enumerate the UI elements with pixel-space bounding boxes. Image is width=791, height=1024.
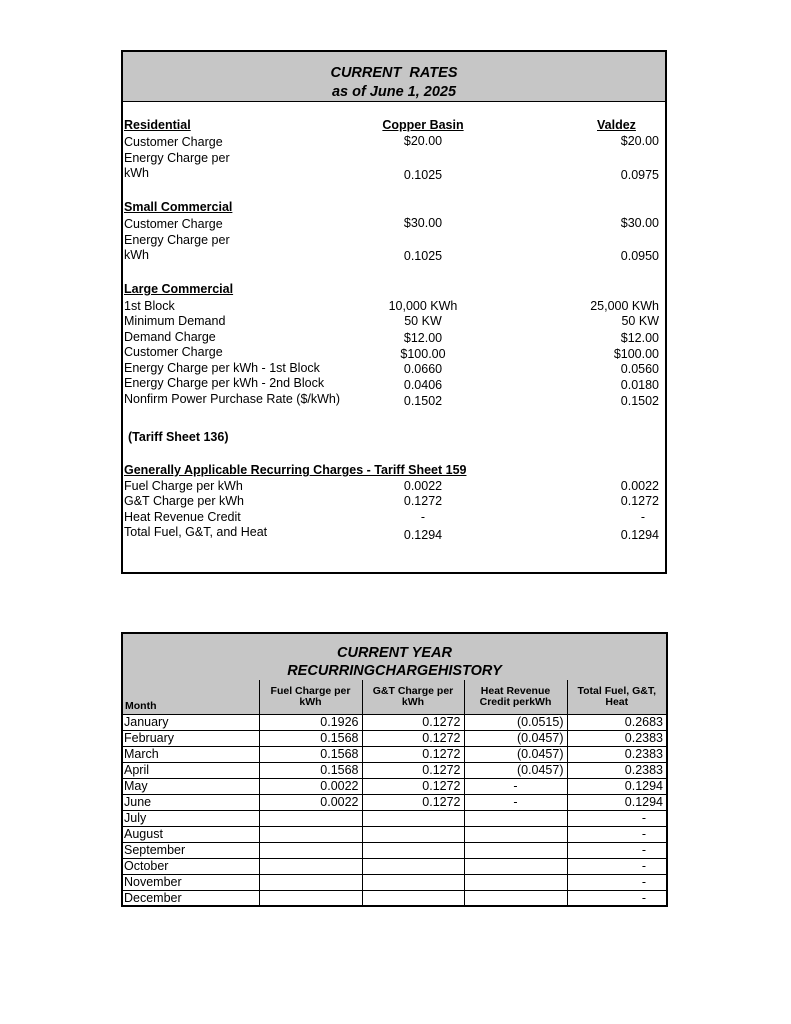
lc-row-cb: 0.0660	[403, 362, 443, 376]
small-commercial-customer-charge-label: Customer Charge	[124, 217, 223, 231]
small-commercial-energy-valdez: 0.0950	[620, 249, 659, 263]
lc-row-label: 1st Block	[124, 299, 175, 313]
gt-cell: 0.1272	[362, 731, 464, 747]
total-cell: -	[567, 875, 666, 891]
table-row	[123, 891, 666, 907]
table-row	[123, 763, 666, 779]
history-title-line2: RECURRINGCHARGEHISTORY	[287, 663, 502, 679]
heat-cell	[464, 843, 567, 859]
table-row	[123, 795, 666, 811]
lc-row-valdez: 0.0560	[620, 362, 659, 376]
month-cell: August	[123, 827, 259, 843]
column-header-heat: Heat Revenue Credit perkWh	[464, 680, 567, 715]
lc-row-valdez: 0.1502	[620, 394, 659, 408]
month-cell: January	[123, 715, 259, 731]
recurring-row-cb: 0.0022	[403, 479, 443, 493]
lc-row-label: Demand Charge	[124, 330, 216, 344]
gt-cell: 0.1272	[362, 763, 464, 779]
rates-header	[123, 52, 665, 102]
history-table	[123, 680, 666, 906]
recurring-charge-history-panel	[121, 632, 668, 907]
heat-cell	[464, 891, 567, 907]
gt-cell	[362, 843, 464, 859]
month-cell: April	[123, 763, 259, 779]
recurring-row-cb: 0.1272	[403, 494, 443, 508]
gt-cell	[362, 859, 464, 875]
lc-row-valdez: 0.0180	[620, 378, 659, 392]
total-cell: 0.2683	[567, 715, 666, 731]
recurring-row-valdez: -	[640, 510, 645, 524]
total-cell: -	[567, 859, 666, 875]
month-cell: November	[123, 875, 259, 891]
gt-cell: 0.1272	[362, 715, 464, 731]
month-cell: October	[123, 859, 259, 875]
lc-row-cb: $12.00	[403, 331, 443, 345]
month-cell: December	[123, 891, 259, 907]
lc-row-cb: 0.1502	[403, 394, 443, 408]
fuel-cell	[259, 891, 362, 907]
fuel-cell: 0.1926	[259, 715, 362, 731]
lc-row-valdez: 50 KW	[621, 314, 659, 328]
gt-cell	[362, 891, 464, 907]
column-header-month: Month	[123, 680, 259, 715]
recurring-row-label: Fuel Charge per kWh	[124, 479, 243, 493]
month-cell: September	[123, 843, 259, 859]
history-title	[123, 634, 666, 680]
fuel-cell: 0.0022	[259, 779, 362, 795]
copper-basin-column-header: Copper Basin	[382, 118, 464, 132]
table-row	[123, 779, 666, 795]
heat-cell: (0.0457)	[464, 747, 567, 763]
small-commercial-customer-charge-valdez: $30.00	[620, 216, 659, 230]
lc-row-cb: $100.00	[400, 347, 446, 361]
fuel-cell: 0.0022	[259, 795, 362, 811]
total-cell: 0.1294	[567, 779, 666, 795]
total-cell: -	[567, 827, 666, 843]
gt-cell	[362, 811, 464, 827]
residential-energy-label-line2: kWh	[124, 166, 149, 180]
month-cell: February	[123, 731, 259, 747]
total-cell: 0.2383	[567, 763, 666, 779]
residential-energy-valdez: 0.0975	[620, 168, 659, 182]
gt-cell: 0.1272	[362, 779, 464, 795]
heat-cell: -	[464, 779, 567, 795]
heat-cell	[464, 875, 567, 891]
table-row	[123, 827, 666, 843]
lc-row-valdez: 25,000 KWh	[590, 299, 659, 313]
lc-row-label: Nonfirm Power Purchase Rate ($/kWh)	[124, 392, 341, 406]
lc-row-label: Energy Charge per kWh - 2nd Block	[124, 376, 325, 390]
month-cell: May	[123, 779, 259, 795]
small-commercial-customer-charge-cb: $30.00	[403, 216, 443, 230]
recurring-row-valdez: 0.1272	[620, 494, 659, 508]
lc-row-valdez: $12.00	[620, 331, 659, 345]
table-row	[123, 859, 666, 875]
recurring-row-label: G&T Charge per kWh	[124, 494, 244, 508]
month-cell: June	[123, 795, 259, 811]
total-cell: 0.1294	[567, 795, 666, 811]
lc-row-valdez: $100.00	[613, 347, 659, 361]
recurring-row-cb: -	[420, 510, 426, 524]
lc-row-cb: 50 KW	[404, 314, 442, 328]
small-commercial-heading: Small Commercial	[124, 200, 233, 214]
lc-row-label: Minimum Demand	[124, 314, 226, 328]
month-cell: March	[123, 747, 259, 763]
small-commercial-energy-cb: 0.1025	[403, 249, 443, 263]
table-row	[123, 731, 666, 747]
total-cell: -	[567, 811, 666, 827]
small-commercial-energy-label-line2: kWh	[124, 248, 149, 262]
fuel-cell	[259, 843, 362, 859]
heat-cell: (0.0457)	[464, 731, 567, 747]
total-cell: -	[567, 891, 666, 907]
table-row	[123, 747, 666, 763]
total-cell: 0.2383	[567, 747, 666, 763]
recurring-row-label: Total Fuel, G&T, and Heat	[124, 525, 268, 539]
heat-cell: (0.0515)	[464, 715, 567, 731]
fuel-cell: 0.1568	[259, 731, 362, 747]
heat-cell: (0.0457)	[464, 763, 567, 779]
residential-customer-charge-cb: $20.00	[403, 134, 443, 148]
fuel-cell	[259, 827, 362, 843]
table-row	[123, 811, 666, 827]
history-header-row	[123, 680, 666, 715]
fuel-cell: 0.1568	[259, 747, 362, 763]
gt-cell	[362, 827, 464, 843]
gt-cell: 0.1272	[362, 795, 464, 811]
month-cell: July	[123, 811, 259, 827]
total-cell: 0.2383	[567, 731, 666, 747]
heat-cell	[464, 811, 567, 827]
recurring-charges-heading: Generally Applicable Recurring Charges - Tariff Sheet 159	[124, 463, 467, 477]
large-commercial-heading: Large Commercial	[124, 282, 234, 296]
table-row	[123, 875, 666, 891]
valdez-column-header: Valdez	[597, 118, 636, 132]
recurring-row-valdez: 0.1294	[620, 528, 659, 542]
table-row	[123, 715, 666, 731]
lc-row-cb: 0.0406	[403, 378, 443, 392]
gt-cell	[362, 875, 464, 891]
fuel-cell	[259, 875, 362, 891]
residential-energy-label-line1: Energy Charge per	[124, 151, 230, 165]
column-header-total: Total Fuel, G&T, Heat	[567, 680, 666, 715]
recurring-row-label: Heat Revenue Credit	[124, 510, 241, 524]
rates-subtitle: as of June 1, 2025	[331, 84, 457, 100]
lc-row-cb: 10,000 KWh	[388, 299, 458, 313]
residential-energy-cb: 0.1025	[403, 168, 443, 182]
fuel-cell	[259, 811, 362, 827]
residential-heading: Residential	[124, 118, 191, 132]
history-title-line1: CURRENT YEAR	[337, 645, 452, 661]
heat-cell	[464, 859, 567, 875]
small-commercial-energy-label-line1: Energy Charge per	[124, 233, 230, 247]
heat-cell	[464, 827, 567, 843]
rates-title: CURRENT RATES	[330, 65, 458, 81]
recurring-row-valdez: 0.0022	[620, 479, 659, 493]
current-rates-panel	[121, 50, 667, 574]
gt-cell: 0.1272	[362, 747, 464, 763]
fuel-cell	[259, 859, 362, 875]
fuel-cell: 0.1568	[259, 763, 362, 779]
total-cell: -	[567, 843, 666, 859]
tariff-sheet-note: (Tariff Sheet 136)	[128, 430, 229, 444]
column-header-fuel: Fuel Charge per kWh	[259, 680, 362, 715]
column-header-gt: G&T Charge per kWh	[362, 680, 464, 715]
lc-row-label: Energy Charge per kWh - 1st Block	[124, 361, 320, 375]
lc-row-label: Customer Charge	[124, 345, 223, 359]
residential-customer-charge-label: Customer Charge	[124, 135, 223, 149]
recurring-row-cb: 0.1294	[403, 528, 443, 542]
heat-cell: -	[464, 795, 567, 811]
table-row	[123, 843, 666, 859]
residential-customer-charge-valdez: $20.00	[620, 134, 659, 148]
